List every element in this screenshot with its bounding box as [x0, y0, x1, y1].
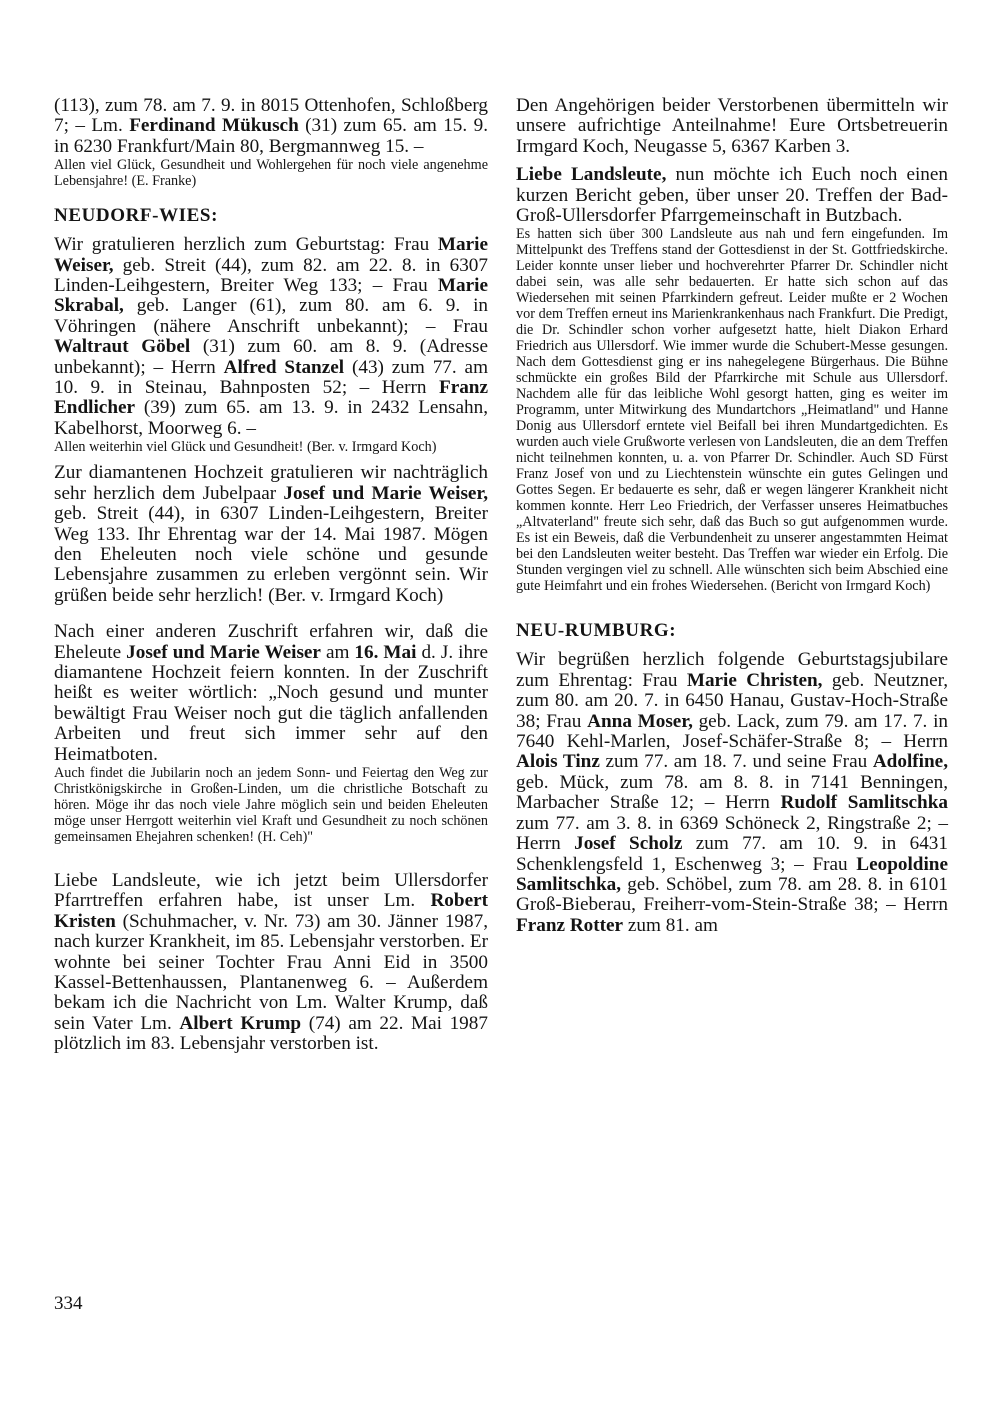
text-run: (113), zum 78. am 7. 9. in 8015 Ottenhofen, Schloßberg 7; – Lm. [54, 95, 488, 137]
parish-meeting-intro [516, 165, 948, 226]
text-run: Wir gratulieren herzlich zum Geburtstag: Frau [54, 234, 438, 256]
text-run: geb. Streit (44), in 6307 Linden-Leihgestern, Breiter Weg 133. Ihr Ehrentag war der 14. Mai 1987. Mögen den Eheleuten noch viele schöne und gesunde Lebensjahre zusammen zu erleben vergönnt sein. Wir grüßen beide sehr herzlich! (Ber. v. Irmgard Koch) [54, 503, 488, 606]
bold-name: Liebe Landsleute, [516, 164, 667, 186]
text-run: (31) zum 65. am 15. 9. in 6230 Frankfurt/Main 80, Bergmannweg 15. – [54, 115, 488, 157]
bold-name: Marie Christen, [686, 669, 823, 691]
wishes-note-koch: Allen weiterhin viel Glück und Gesundheit! (Ber. v. Irmgard Koch) [54, 439, 437, 456]
bold-name: Josef Scholz [574, 833, 683, 855]
diamond-wedding-report [54, 622, 488, 765]
text-run: zum 77. am 10. 9. in 6431 Schenklengsfeld 1, Eschenweg 3; – Frau [516, 833, 948, 875]
text-run: geb. Schöbel, zum 78. am 28. 8. in 6101 Groß-Bieberau, Freiherr-vom-Stein-Straße 38; – Herrn [516, 873, 948, 916]
obituary-notice [54, 871, 488, 1055]
bold-name: Anna Moser, [587, 710, 693, 732]
text-run: (31) zum 60. am 8. 9. (Adresse unbekannt); – Herrn [54, 336, 489, 378]
birthday-list-neu-rumburg [516, 650, 948, 936]
condolence-note [516, 96, 948, 157]
text-run: geb. Langer (61), zum 80. am 6. 9. in Vöhringen (nähere Anschrift unbekannt); – Frau [54, 295, 488, 337]
left-column [54, 96, 488, 1055]
section-heading-neu-rumburg: NEU-RUMBURG: [516, 620, 677, 642]
bold-name: Marie Skrabal, [54, 275, 488, 317]
bold-name: Adolfine, [872, 751, 948, 773]
bold-name: Ferdinand Mükusch [129, 115, 299, 137]
birthday-list-neudorf-wies [54, 235, 488, 439]
text-run: Liebe Landsleute, wie ich jetzt beim Ullersdorfer Pfarrtreffen erfahren habe, ist unser Lm. [54, 869, 488, 912]
bold-name: Franz Rotter [516, 914, 624, 936]
text-run: zum 81. am [623, 914, 718, 936]
text-run: geb. Neutzner, zum 80. am 20. 7. in 6450 Hanau, Gustav-Hoch-Straße 38; Frau [516, 669, 948, 732]
text-run: d. J. ihre diamantene Hochzeit feiern konnten. In der Zuschrift heißt es weiter wörtlich: „Noch gesund und munter bewältigt Frau Weiser noch gut die täglich anfallenden Arbeiten und freut sich immer sehr auf den Heimatboten. [54, 641, 488, 765]
text-run: zum 77. am 18. 7. und seine Frau [599, 751, 873, 773]
bold-name: Alois Tinz [516, 751, 600, 773]
birthday-entry-ottenhofen [54, 96, 488, 157]
parish-meeting-report: Es hatten sich über 300 Landsleute aus nah und fern eingefunden. Im Mittelpunkt des Treffens stand der Gottesdienst in der St. Gottfriedskirche. Leider konnte unser lieber und hochverehrter Pfarrer Dr. Schindler nicht dabei sein, was alle sehr bedauerten. Er hatte sich schon auf das Wiedersehen mit seinen Pfarrkindern gefreut. Leider mußte er 2 Wochen vor dem Treffen erneut ins Marienkrankenhaus nach Frankfurt. Die Predigt, die Dr. Schindler schon vorher aufgesetzt hatte, hielt Diakon Erhard Friedrich aus Ullersdorf. Wie immer wurde die Schubert-Messe gesungen. Nach dem Gottesdienst ging er ins nahegelegene Bürgerhaus. Die Bühne schmückte ein großes Bild der Pfarrkirche mit Schule aus Ullersdorf. Nachdem alle für das leibliche Wohl gesorgt hatten, ging es weiter im Programm, unter Mitwirkung des Mundartchors „Heimatland" und Hanne Donig aus Ullersdorf erntete viel Beifall bei ihren Mundartgedichten. Es wurden auch viele Grußworte verlesen von Landsleuten, die an dem Treffen nicht teilnehmen konnten, u. a. von Pfarrer Dr. Schindler. Auch SD Fürst Franz Josef von und zu Liechtenstein wünschte ein gutes Gelingen und Gottes Segen. Er bedauerte es sehr, daß er wegen längerer Krankheit nicht kommen konnte. Herr Leo Friedrich, der Verfasser unseres Heimatbuches „Altvaterland" freute sich sehr, daß das Buch so gut aufgenommen wurde. Es ist ein Beweis, daß die Verbundenheit zu unserer angestammten Heimat bei den Landsleuten weiter besteht. Das Treffen war wieder ein Erfolg. Die Stunden vergingen viel zu schnell. Alle wünschten sich beim Abschied eine gute Heimfahrt und ein frohes Wiedersehen. (Bericht von Irmgard Koch) [516, 226, 948, 595]
bold-name: Josef und Marie Weiser [126, 641, 321, 663]
bold-name: Rudolf Samlitschka [780, 792, 948, 814]
bold-name: Franz Endlicher [54, 377, 488, 419]
section-heading-neudorf-wies: NEUDORF-WIES: [54, 205, 219, 227]
bold-name: Albert Krump [179, 1012, 302, 1034]
text-run: (74) am 22. Mai 1987 plötzlich im 83. Lebensjahr verstorben ist. [54, 1012, 488, 1055]
text-run: Den Angehörigen beider Verstorbenen übermitteln wir unsere aufrichtige Anteilnahme! Eure Ortsbetreuerin Irmgard Koch, Neugasse 5, 6367 Karben 3. [516, 95, 948, 157]
text-run: am [320, 641, 355, 663]
text-run: Nach einer anderen Zuschrift erfahren wir, daß die Eheleute [54, 621, 488, 663]
bold-name: Alfred Stanzel [223, 356, 345, 378]
bold-name: Waltraut Göbel [54, 336, 191, 358]
text-run: (39) zum 65. am 13. 9. in 2432 Lensahn, Kabelhorst, Moorweg 6. – [54, 397, 488, 439]
text-run: zum 77. am 3. 8. in 6369 Schöneck 2, Ringstraße 2; – Herrn [516, 812, 948, 855]
right-column [516, 96, 948, 936]
diamond-wedding-congratulations [54, 463, 488, 606]
bold-name: Leopoldine Samlitschka, [516, 853, 948, 895]
text-run: Zur diamantenen Hochzeit gratulieren wir nachträglich sehr herzlich dem Jubelpaar [54, 462, 488, 504]
bold-name: Robert Kristen [54, 890, 488, 932]
text-run: geb. Streit (44), zum 82. am 22. 8. in 6307 Linden-Leihgestern, Breiter Weg 133; – Frau [54, 254, 488, 297]
text-run: geb. Mück, zum 78. am 8. 8. in 7141 Benningen, Marbacher Straße 12; – Herrn [516, 771, 948, 814]
text-run: (Schuhmacher, v. Nr. 73) am 30. Jänner 1987, nach kurzer Krankheit, im 85. Lebensjahr verstorben. Er wohnte bei seiner Tochter Frau Anni Eid in 3500 Kassel-Bettenhaussen, Plantanenweg 6. – Außerdem bekam ich die Nachricht von Lm. Walter Krump, daß sein Vater Lm. [54, 910, 488, 1034]
bold-name: Marie Weiser, [54, 234, 488, 276]
bold-name: Josef und Marie Weiser, [283, 482, 488, 504]
diamond-wedding-quote: Auch findet die Jubilarin noch an jedem Sonn- und Feiertag den Weg zur Christkönigskirche in Großen-Linden, um die christliche Botschaft zu hören. Möge ihr das noch viele Jahre möglich sein und beiden Eheleuten möge unser Herrgott weiterhin viel Kraft und Gesundheit zu noch schönen gemeinsamen Ehejahren schenken! (H. Ceh)" [54, 764, 488, 845]
text-run: Wir begrüßen herzlich folgende Geburtstagsjubilare zum Ehrentag: Frau [516, 649, 948, 691]
text-run: (43) zum 77. am 10. 9. in Steinau, Bahnposten 52; – Herrn [54, 356, 488, 399]
page-number: 334 [54, 1293, 83, 1314]
text-run: nun möchte ich Euch noch einen kurzen Bericht geben, über unser 20. Treffen der Bad-Groß-Ullersdorfer Pfarrgemeinschaft in Butzbach. [516, 164, 948, 227]
wishes-note-franke: Allen viel Glück, Gesundheit und Wohlergehen für noch viele angenehme Lebensjahre! (E. Franke) [54, 157, 488, 190]
text-run: geb. Lack, zum 79. am 17. 7. in 7640 Kehl-Marlen, Josef-Schäfer-Straße 8; – Herrn [516, 710, 948, 753]
bold-name: 16. Mai [354, 641, 417, 663]
